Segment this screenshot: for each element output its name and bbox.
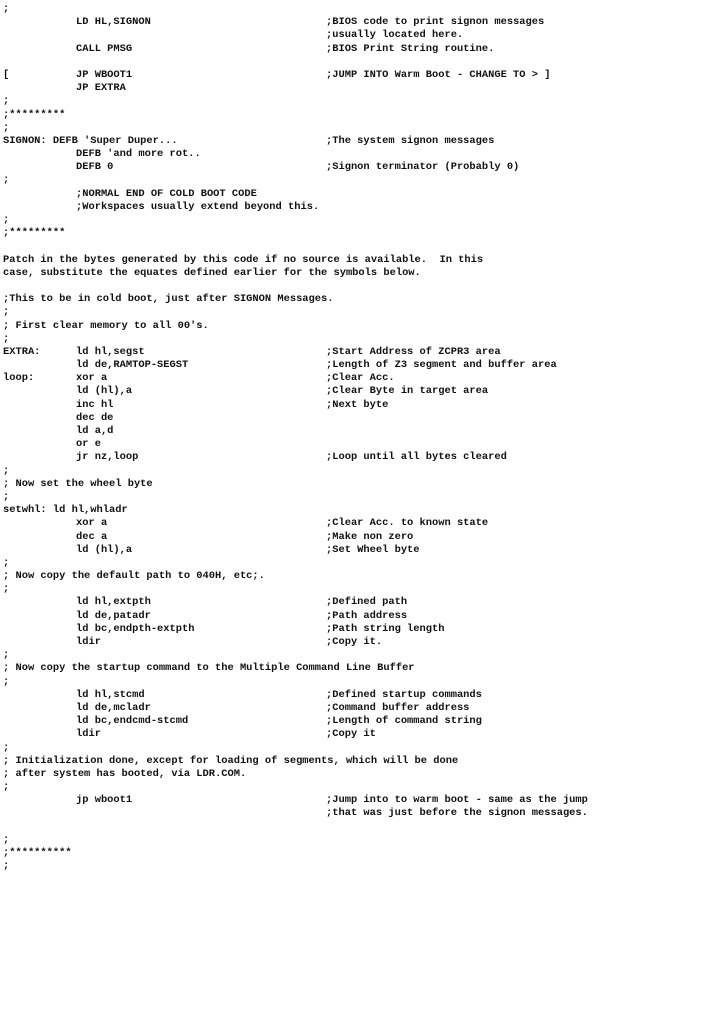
line-instruction: ldir: [76, 636, 101, 648]
listing-line: [3, 728, 713, 741]
line-label: ;: [3, 306, 10, 319]
line-instruction: JP EXTRA: [76, 82, 126, 95]
listing-line: [3, 451, 713, 464]
listing-line: [3, 781, 713, 794]
line-instruction: ld hl,extpth: [76, 596, 151, 609]
line-instruction: ld hl,segst: [76, 345, 145, 358]
listing-line: [3, 465, 713, 478]
line-label: ;: [3, 121, 10, 134]
listing-line: [3, 689, 713, 702]
listing-line: [3, 359, 713, 372]
line-comment: ;Clear Acc. to known state: [326, 517, 489, 530]
listing-line: [3, 504, 713, 517]
listing-line: [3, 254, 713, 267]
listing-line: [3, 109, 713, 122]
line-instruction: dec de: [76, 411, 114, 424]
line-instruction: xor a: [76, 517, 108, 530]
listing-line: [3, 517, 713, 530]
line-label: ;: [3, 464, 10, 477]
line-comment: ;Defined startup commands: [326, 688, 482, 701]
line-instruction: ld hl,stcmd: [76, 688, 145, 701]
listing-line: [3, 649, 713, 662]
line-label: ;: [3, 490, 10, 503]
listing-line: [3, 3, 713, 16]
listing-line: [3, 399, 713, 412]
line-comment: ;Jump into to warm boot - same as the jump: [326, 794, 588, 807]
line-instruction: CALL PMSG: [76, 42, 133, 55]
listing-line: [3, 82, 713, 95]
listing-line: [3, 16, 713, 29]
listing-line: [3, 821, 713, 834]
listing-line: [3, 425, 713, 438]
line-comment: ;Loop until all bytes cleared: [326, 451, 507, 464]
line-comment: ;Clear Acc.: [326, 372, 395, 385]
line-comment: ;Path string length: [326, 622, 445, 635]
line-instruction: jp wboot1: [76, 794, 133, 807]
line-label: loop:: [3, 372, 35, 385]
line-prose: ; Now set the wheel byte: [3, 477, 153, 490]
listing-line: [3, 122, 713, 135]
listing-line: [3, 227, 713, 240]
line-label: ;: [3, 741, 10, 754]
listing-line: [3, 95, 713, 108]
line-instruction: dec a: [76, 530, 108, 543]
line-instruction: ld de,RAMTOP-SEGST: [76, 359, 189, 372]
line-label: ;: [3, 833, 10, 846]
line-comment: ;Command buffer address: [326, 701, 470, 714]
line-prose: ; Now copy the default path to 040H, etc;.: [3, 570, 265, 583]
line-label: ;: [3, 649, 10, 662]
listing-line: [3, 662, 713, 675]
listing-line: [3, 860, 713, 873]
listing-line: [3, 69, 713, 82]
line-prose: ; Now copy the startup command to the Multiple Command Line Buffer: [3, 662, 415, 675]
line-instruction: ld a,d: [76, 425, 114, 437]
listing-line: [3, 755, 713, 768]
line-comment: ;Signon terminator (Probably 0): [326, 161, 520, 174]
line-comment: ;Length of Z3 segment and buffer area: [326, 359, 557, 372]
assembly-listing: [3, 3, 713, 873]
listing-line: [3, 333, 713, 346]
listing-line: [3, 56, 713, 69]
listing-line: [3, 610, 713, 623]
listing-line: [3, 148, 713, 161]
line-label: ;: [3, 675, 10, 688]
listing-line: [3, 412, 713, 425]
listing-line: [3, 847, 713, 860]
line-label: setwhl: ld hl,whladr: [3, 504, 128, 517]
line-instruction: ld (hl),a: [76, 543, 133, 556]
line-label: ;: [3, 781, 10, 794]
line-instruction: inc hl: [76, 398, 114, 411]
listing-line: [3, 161, 713, 174]
listing-line: [3, 768, 713, 781]
listing-line: [3, 135, 713, 148]
listing-line: [3, 702, 713, 715]
line-label: ;: [3, 332, 10, 345]
listing-line: [3, 293, 713, 306]
line-instruction: ld de,mcladr: [76, 701, 151, 714]
listing-line: [3, 201, 713, 214]
line-label: ;: [3, 95, 10, 108]
line-prose: ; First clear memory to all 00's.: [3, 319, 209, 332]
line-instruction: JP WBOOT1: [76, 68, 133, 81]
line-comment: ;Copy it.: [326, 636, 383, 648]
listing-line: [3, 385, 713, 398]
line-label: ;: [3, 3, 10, 15]
listing-line: [3, 280, 713, 293]
line-instruction: LD HL,SIGNON: [76, 16, 151, 29]
line-comment: ;BIOS Print String routine.: [326, 42, 495, 55]
line-comment: ;Defined path: [326, 596, 408, 609]
line-label: EXTRA:: [3, 345, 41, 358]
line-instruction: ld bc,endcmd-stcmd: [76, 715, 189, 728]
listing-line: [3, 214, 713, 227]
listing-line: [3, 188, 713, 201]
line-label: ;: [3, 174, 10, 187]
line-prose: ;This to be in cold boot, just after SIGNON Messages.: [3, 293, 334, 306]
line-instruction: ld de,patadr: [76, 609, 151, 622]
listing-line: [3, 742, 713, 755]
line-label: ;: [3, 860, 10, 873]
listing-line: [3, 544, 713, 557]
listing-line: [3, 715, 713, 728]
line-comment: ;Set Wheel byte: [326, 543, 420, 556]
listing-line: [3, 438, 713, 451]
listing-line: [3, 807, 713, 820]
line-instruction: ;Workspaces usually extend beyond this.: [76, 200, 320, 213]
listing-line: [3, 583, 713, 596]
line-instruction: DEFB 0: [76, 161, 114, 174]
listing-line: [3, 557, 713, 570]
listing-line: [3, 491, 713, 504]
listing-line: [3, 372, 713, 385]
listing-line: [3, 596, 713, 609]
line-comment: ;The system signon messages: [326, 134, 495, 147]
line-comment: ;Length of command string: [326, 715, 482, 728]
line-comment: ;that was just before the signon messages.: [326, 807, 588, 820]
line-comment: ;Start Address of ZCPR3 area: [326, 345, 501, 358]
line-prose: Patch in the bytes generated by this code if no source is available. In this: [3, 253, 484, 266]
line-comment: ;Path address: [326, 609, 408, 622]
line-prose: case, substitute the equates defined earlier for the symbols below.: [3, 266, 421, 279]
listing-line: [3, 794, 713, 807]
line-label: ;*********: [3, 227, 66, 240]
line-instruction: ;NORMAL END OF COLD BOOT CODE: [76, 187, 257, 200]
listing-line: [3, 267, 713, 280]
listing-line: [3, 346, 713, 359]
listing-line: [3, 240, 713, 253]
line-label: ;**********: [3, 847, 72, 859]
listing-line: [3, 478, 713, 491]
line-prose: ; Initialization done, except for loading of segments, which will be done: [3, 754, 459, 767]
line-instruction: xor a: [76, 372, 108, 385]
line-instruction: ld (hl),a: [76, 385, 133, 398]
listing-line: [3, 636, 713, 649]
listing-line: [3, 29, 713, 42]
line-label: ;*********: [3, 108, 66, 121]
listing-line: [3, 623, 713, 636]
line-comment: ;Copy it: [326, 728, 376, 741]
listing-line: [3, 43, 713, 56]
line-comment: ;BIOS code to print signon messages: [326, 16, 545, 29]
line-instruction: or e: [76, 438, 101, 451]
line-comment: ;Next byte: [326, 398, 389, 411]
listing-line: [3, 676, 713, 689]
line-comment: ;Make non zero: [326, 530, 414, 543]
line-label: ;: [3, 214, 10, 226]
line-comment: ;Clear Byte in target area: [326, 385, 489, 398]
line-prose: ; after system has booted, via LDR.COM.: [3, 767, 247, 780]
line-label: ;: [3, 556, 10, 569]
line-comment: ;JUMP INTO Warm Boot - CHANGE TO > ]: [326, 68, 551, 81]
line-instruction: ldir: [76, 728, 101, 741]
listing-line: [3, 570, 713, 583]
line-instruction: jr nz,loop: [76, 451, 139, 464]
listing-line: [3, 320, 713, 333]
line-comment: ;usually located here.: [326, 29, 464, 42]
line-instruction: ld bc,endpth-extpth: [76, 622, 195, 635]
line-label: SIGNON: DEFB 'Super Duper...: [3, 134, 178, 147]
line-label: [: [3, 68, 10, 81]
listing-line: [3, 834, 713, 847]
listing-line: [3, 174, 713, 187]
line-instruction: DEFB 'and more rot..: [76, 148, 201, 161]
line-label: ;: [3, 583, 10, 596]
listing-line: [3, 531, 713, 544]
listing-line: [3, 306, 713, 319]
